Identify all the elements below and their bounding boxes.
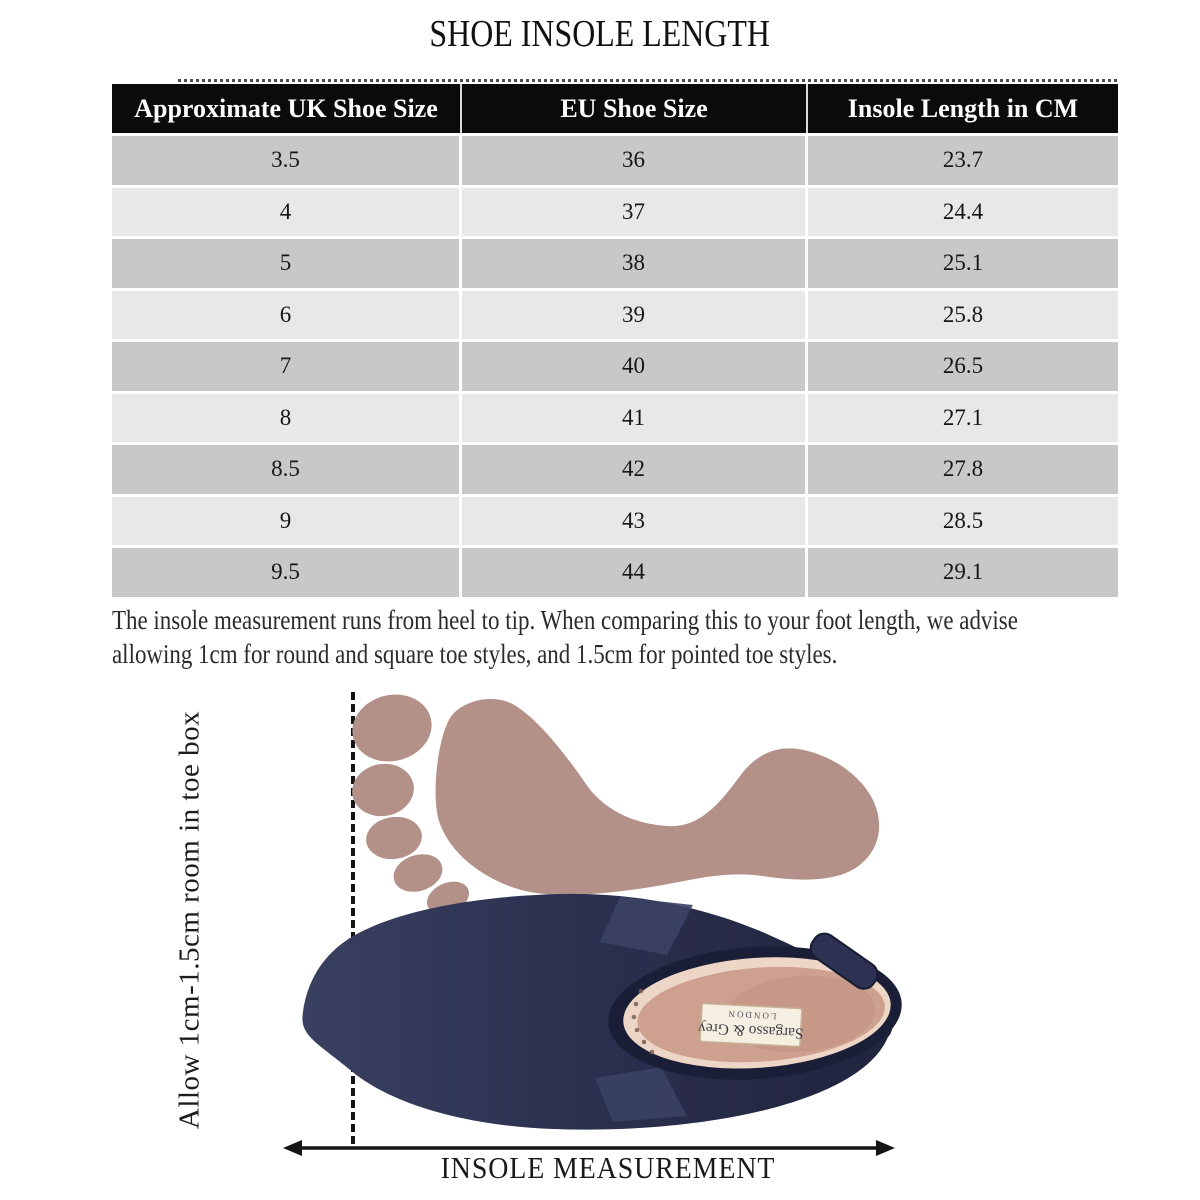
table-cell: 44	[462, 548, 808, 597]
table-cell: 36	[462, 136, 808, 185]
header-cell-uk-size: Approximate UK Shoe Size	[112, 84, 462, 133]
table-cell: 27.8	[942, 456, 984, 481]
table-row	[112, 342, 1118, 391]
table-cell: 40	[462, 342, 808, 391]
shoe-photo	[295, 885, 905, 1135]
arrowhead-left	[283, 1140, 302, 1156]
toe-room-label: Allow 1cm-1.5cm room in toe box	[173, 710, 206, 1130]
brand-label-name: Sargasso & Grey	[697, 1019, 804, 1042]
table-row	[112, 497, 1118, 546]
measurement-label-wrap	[308, 1150, 908, 1186]
table-cell: 27.1	[942, 404, 984, 430]
table-cell: 37	[462, 188, 808, 237]
table-row	[112, 445, 1118, 494]
brand-label	[697, 1003, 805, 1046]
table-row	[112, 239, 1118, 288]
table-cell: 25.8	[942, 301, 984, 327]
table-cell: 25.1	[942, 250, 984, 275]
table-cell: 5	[112, 239, 462, 288]
note-line-1: The insole measurement runs from heel to tip. When comparing this to your foot length, we advise	[112, 605, 1018, 635]
size-table-header	[112, 84, 1118, 133]
page-title: SHOE INSOLE LENGTH	[429, 13, 771, 55]
table-cell: 8	[112, 394, 462, 443]
table-cell: 29.1	[942, 559, 984, 584]
table-cell: 7	[112, 342, 462, 391]
dotted-divider	[178, 79, 1117, 82]
footprint-graphic	[340, 686, 900, 916]
footprint-big-toe	[345, 686, 439, 769]
table-cell: 9.5	[112, 548, 462, 597]
table-cell: 39	[462, 291, 808, 340]
page-title-wrap	[0, 12, 1200, 56]
measurement-note	[112, 603, 1200, 671]
brand-label-city: LONDON	[726, 1008, 777, 1022]
note-line-2: allowing 1cm for round and square toe styles, and 1.5cm for pointed toe styles.	[112, 639, 838, 669]
table-cell: 9	[112, 497, 462, 546]
header-cell-insole-length: Insole Length in CM	[847, 94, 1079, 123]
header-cell-eu-size: EU Shoe Size	[462, 84, 808, 133]
table-row	[112, 136, 1118, 185]
table-cell: 43	[462, 497, 808, 546]
table-row	[112, 548, 1118, 597]
table-cell: 6	[112, 291, 462, 340]
measurement-label: INSOLE MEASUREMENT	[440, 1150, 776, 1185]
table-cell: 24.4	[942, 198, 984, 224]
footprint-toe	[348, 759, 418, 821]
table-cell: 38	[462, 239, 808, 288]
size-table-body	[112, 136, 1118, 600]
table-cell: 41	[462, 394, 808, 443]
table-cell: 28.5	[942, 507, 984, 533]
table-row	[112, 291, 1118, 340]
table-cell: 23.7	[942, 147, 984, 172]
footprint-sole	[345, 686, 879, 916]
table-row	[112, 188, 1118, 237]
table-cell: 4	[112, 188, 462, 237]
table-cell: 8.5	[112, 445, 462, 494]
table-cell: 26.5	[942, 353, 984, 378]
footprint-body	[436, 699, 880, 895]
table-cell: 42	[462, 445, 808, 494]
table-row	[112, 394, 1118, 443]
table-cell: 3.5	[112, 136, 462, 185]
